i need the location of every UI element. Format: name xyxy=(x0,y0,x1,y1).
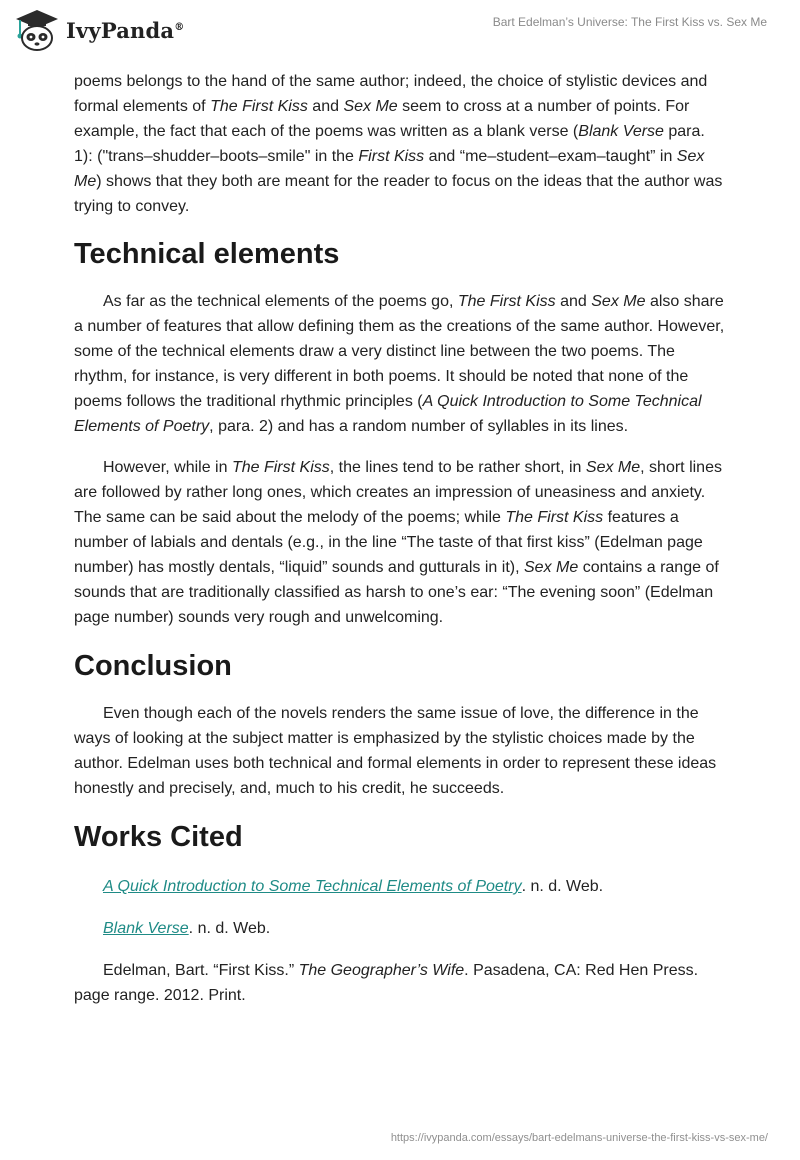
conclusion-paragraph: Even though each of the novels renders the same issue of love, the difference in the ways of looking at the subject matter is emphasized by the stylistic choices made by the author. Edelman uses both technical and formal elements in order to represent these ideas honestly and precisely, and, much to his credit, he succeeds. xyxy=(74,705,717,797)
section-heading-technical: Technical elements xyxy=(74,238,340,270)
source-url: https://ivypanda.com/essays/bart-edelmans-universe-the-first-kiss-vs-sex-me/ xyxy=(390,1132,768,1144)
page-header xyxy=(0,0,800,70)
section-heading-conclusion: Conclusion xyxy=(74,650,232,682)
section-heading-works-cited: Works Cited xyxy=(74,821,243,853)
works-cited-entry: A Quick Introduction to Some Technical Elements of Poetry. n. d. Web. xyxy=(103,878,604,895)
panda-graduate-icon xyxy=(14,8,60,52)
running-title: Bart Edelman’s Universe: The First Kiss vs. Sex Me xyxy=(492,15,767,29)
citation-link-technical-elements[interactable]: A Quick Introduction to Some Technical Elements of Poetry xyxy=(103,878,522,895)
brand-name: IvyPanda® xyxy=(66,17,185,43)
works-cited-entry: Edelman, Bart. “First Kiss.” The Geographer’s Wife. Pasadena, CA: Red Hen Press. page range. 2012. Print. xyxy=(74,962,699,1004)
essay-content xyxy=(74,69,726,1025)
citation-link-blank-verse[interactable]: Blank Verse xyxy=(103,920,189,937)
ivypanda-logo[interactable] xyxy=(14,8,184,52)
technical-paragraph-2: However, while in The First Kiss, the lines tend to be rather short, in Sex Me, short lines are followed by rather long ones, which creates an impression of uneasiness and anxiety. The same can be said about the melody of the poems; while The First Kiss features a number of labials and dentals (e.g., in the line “The taste of that first kiss” (Edelman page number) has mostly dentals, “liquid” sounds and gutturals in it), Sex Me contains a range of sounds that are traditionally classified as harsh to one’s ear: “The evening soon” (Edelman page number) sounds very rough and unwelcoming. xyxy=(74,459,722,626)
intro-paragraph: poems belongs to the hand of the same author; indeed, the choice of stylistic devices and formal elements of The First Kiss and Sex Me seem to cross at a number of points. For example, the fact that each of the poems was written as a blank verse (Blank Verse para. 1): ("trans–shudder–boots–smile" in the First Kiss and “me–student–exam–taught” in Sex Me) shows that they both are meant for the reader to focus on the ideas that the author was trying to convey. xyxy=(74,73,723,215)
technical-paragraph-1: As far as the technical elements of the poems go, The First Kiss and Sex Me also share a number of features that allow defining them as the creations of the same author. However, some of the technical elements draw a very distinct line between the two poems. The rhythm, for instance, is very different in both poems. It should be noted that none of the poems follows the traditional rhythmic principles (A Quick Introduction to Some Technical Elements of Poetry, para. 2) and has a random number of syllables in its lines. xyxy=(74,293,725,435)
works-cited-entry: Blank Verse. n. d. Web. xyxy=(103,920,271,937)
works-cited-list xyxy=(74,874,726,1008)
